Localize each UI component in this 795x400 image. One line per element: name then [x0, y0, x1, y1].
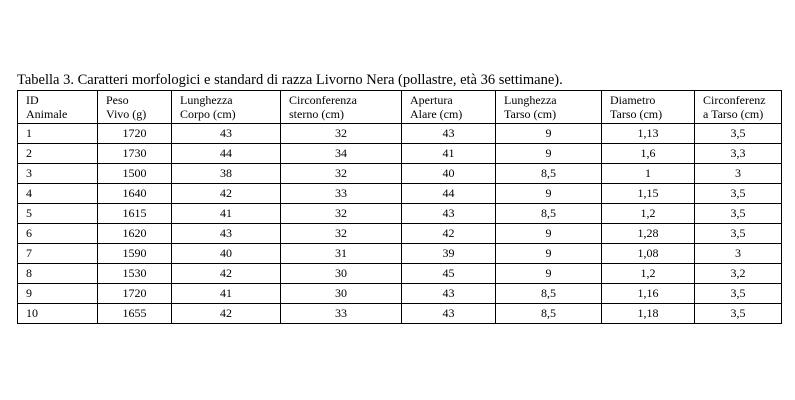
cell-diametro-tarso: 1: [602, 164, 695, 184]
cell-id-animale: 4: [18, 184, 98, 204]
table-row: [18, 124, 782, 144]
cell-id-animale: 2: [18, 144, 98, 164]
cell-id-animale: 1: [18, 124, 98, 144]
cell-circonferenza-tarso: 3,5: [695, 124, 782, 144]
column-header-id-animale: ID Animale: [18, 91, 98, 124]
table-row: [18, 164, 782, 184]
cell-peso-vivo: 1530: [98, 264, 172, 284]
cell-circonferenza-sterno: 32: [281, 164, 402, 184]
cell-circonferenza-sterno: 33: [281, 304, 402, 324]
cell-lunghezza-corpo: 40: [172, 244, 281, 264]
cell-apertura-alare: 40: [402, 164, 496, 184]
cell-peso-vivo: 1640: [98, 184, 172, 204]
cell-circonferenza-sterno: 31: [281, 244, 402, 264]
cell-lunghezza-tarso: 8,5: [496, 284, 602, 304]
cell-circonferenza-sterno: 32: [281, 224, 402, 244]
header-row: [18, 91, 782, 124]
cell-id-animale: 5: [18, 204, 98, 224]
table-row: [18, 144, 782, 164]
cell-lunghezza-corpo: 42: [172, 184, 281, 204]
cell-lunghezza-tarso: 8,5: [496, 204, 602, 224]
table-row: [18, 184, 782, 204]
cell-circonferenza-sterno: 34: [281, 144, 402, 164]
cell-lunghezza-corpo: 43: [172, 224, 281, 244]
cell-lunghezza-tarso: 9: [496, 184, 602, 204]
column-header-diametro-tarso: Diametro Tarso (cm): [602, 91, 695, 124]
table-row: [18, 224, 782, 244]
cell-circonferenza-tarso: 3,5: [695, 204, 782, 224]
cell-lunghezza-corpo: 41: [172, 204, 281, 224]
cell-id-animale: 6: [18, 224, 98, 244]
column-header-circonferenza-tarso: Circonferenz a Tarso (cm): [695, 91, 782, 124]
cell-circonferenza-sterno: 33: [281, 184, 402, 204]
cell-peso-vivo: 1720: [98, 284, 172, 304]
cell-lunghezza-tarso: 8,5: [496, 164, 602, 184]
cell-circonferenza-tarso: 3,5: [695, 284, 782, 304]
column-header-circonferenza-sterno: Circonferenza sterno (cm): [281, 91, 402, 124]
cell-lunghezza-corpo: 42: [172, 264, 281, 284]
cell-diametro-tarso: 1,13: [602, 124, 695, 144]
cell-lunghezza-tarso: 9: [496, 244, 602, 264]
cell-peso-vivo: 1655: [98, 304, 172, 324]
cell-lunghezza-corpo: 41: [172, 284, 281, 304]
cell-diametro-tarso: 1,2: [602, 264, 695, 284]
cell-apertura-alare: 44: [402, 184, 496, 204]
cell-peso-vivo: 1615: [98, 204, 172, 224]
cell-diametro-tarso: 1,28: [602, 224, 695, 244]
cell-peso-vivo: 1590: [98, 244, 172, 264]
cell-circonferenza-sterno: 32: [281, 124, 402, 144]
cell-lunghezza-corpo: 43: [172, 124, 281, 144]
table-row: [18, 244, 782, 264]
cell-diametro-tarso: 1,15: [602, 184, 695, 204]
cell-apertura-alare: 43: [402, 304, 496, 324]
column-header-apertura-alare: Apertura Alare (cm): [402, 91, 496, 124]
cell-diametro-tarso: 1,08: [602, 244, 695, 264]
cell-lunghezza-tarso: 9: [496, 124, 602, 144]
morphology-table: [17, 90, 782, 324]
cell-peso-vivo: 1720: [98, 124, 172, 144]
table-row: [18, 284, 782, 304]
table-row: [18, 264, 782, 284]
cell-apertura-alare: 39: [402, 244, 496, 264]
cell-lunghezza-corpo: 44: [172, 144, 281, 164]
cell-circonferenza-sterno: 32: [281, 204, 402, 224]
cell-circonferenza-tarso: 3: [695, 244, 782, 264]
table-row: [18, 204, 782, 224]
cell-id-animale: 8: [18, 264, 98, 284]
cell-apertura-alare: 45: [402, 264, 496, 284]
cell-peso-vivo: 1730: [98, 144, 172, 164]
cell-diametro-tarso: 1,2: [602, 204, 695, 224]
cell-circonferenza-tarso: 3,5: [695, 184, 782, 204]
cell-diametro-tarso: 1,16: [602, 284, 695, 304]
table-caption: Tabella 3. Caratteri morfologici e standard di razza Livorno Nera (pollastre, età 36 settimane).: [17, 72, 563, 88]
cell-circonferenza-sterno: 30: [281, 284, 402, 304]
cell-lunghezza-tarso: 9: [496, 264, 602, 284]
cell-id-animale: 10: [18, 304, 98, 324]
cell-circonferenza-tarso: 3,2: [695, 264, 782, 284]
cell-apertura-alare: 42: [402, 224, 496, 244]
cell-id-animale: 9: [18, 284, 98, 304]
table-body: [18, 124, 782, 324]
column-header-peso-vivo: Peso Vivo (g): [98, 91, 172, 124]
cell-id-animale: 7: [18, 244, 98, 264]
cell-apertura-alare: 41: [402, 144, 496, 164]
cell-lunghezza-tarso: 9: [496, 224, 602, 244]
cell-diametro-tarso: 1,18: [602, 304, 695, 324]
cell-apertura-alare: 43: [402, 204, 496, 224]
cell-apertura-alare: 43: [402, 124, 496, 144]
cell-peso-vivo: 1620: [98, 224, 172, 244]
cell-peso-vivo: 1500: [98, 164, 172, 184]
cell-diametro-tarso: 1,6: [602, 144, 695, 164]
cell-apertura-alare: 43: [402, 284, 496, 304]
column-header-lunghezza-tarso: Lunghezza Tarso (cm): [496, 91, 602, 124]
cell-lunghezza-corpo: 42: [172, 304, 281, 324]
column-header-lunghezza-corpo: Lunghezza Corpo (cm): [172, 91, 281, 124]
cell-circonferenza-tarso: 3,5: [695, 304, 782, 324]
cell-circonferenza-tarso: 3: [695, 164, 782, 184]
table-row: [18, 304, 782, 324]
cell-lunghezza-tarso: 8,5: [496, 304, 602, 324]
cell-circonferenza-tarso: 3,3: [695, 144, 782, 164]
cell-lunghezza-tarso: 9: [496, 144, 602, 164]
cell-lunghezza-corpo: 38: [172, 164, 281, 184]
cell-id-animale: 3: [18, 164, 98, 184]
cell-circonferenza-tarso: 3,5: [695, 224, 782, 244]
cell-circonferenza-sterno: 30: [281, 264, 402, 284]
